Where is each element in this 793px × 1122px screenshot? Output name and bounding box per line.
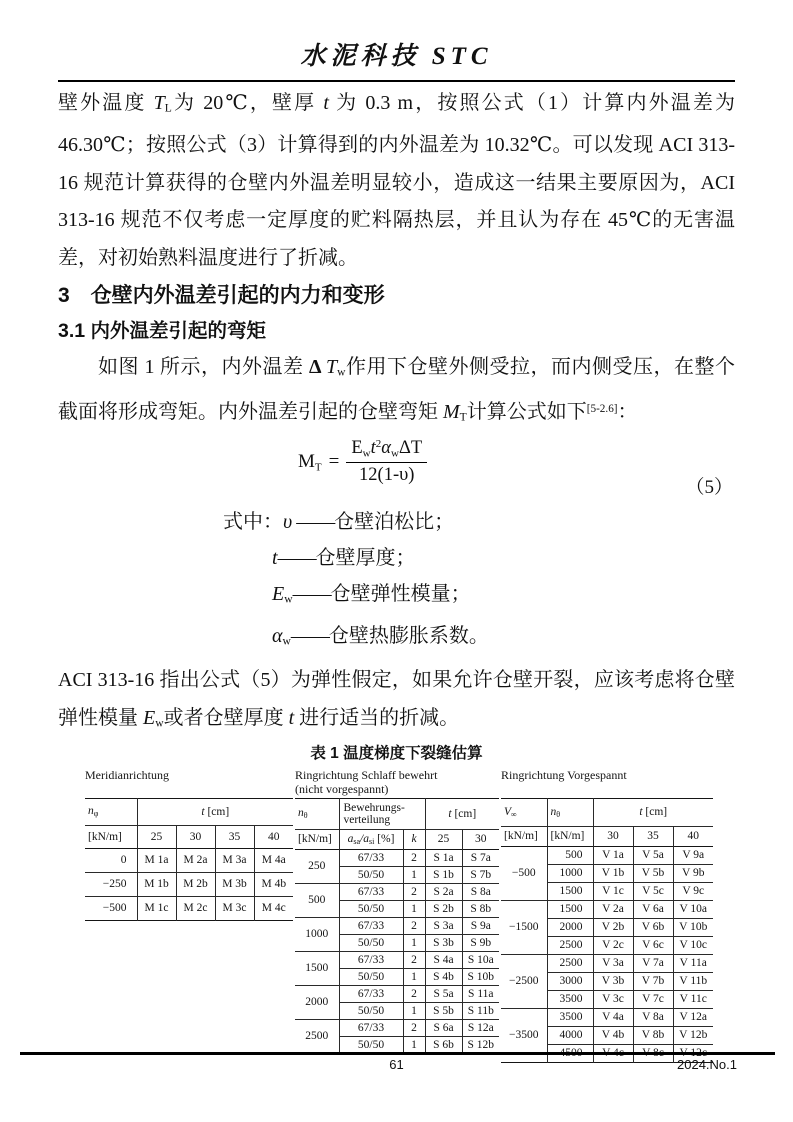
table-cell: S 8b (462, 900, 499, 917)
table-cell: M 1c (137, 896, 176, 920)
col-header-t30: 30 (176, 825, 215, 848)
equals-sign: = (328, 450, 340, 472)
table-cell: 1500 (547, 882, 593, 900)
table-cell: V 1a (593, 846, 633, 864)
table-row (501, 846, 713, 864)
table-cell: S 10b (462, 968, 499, 985)
table-cell: V 8c (633, 1044, 673, 1062)
col-header-n-phi: $n_\varphi$ (88, 805, 99, 819)
where-line-thickness: t——仓壁厚度； (272, 547, 416, 570)
table-cell: 50/50 (339, 900, 403, 917)
col-header-t-cm: t [cm] (425, 798, 499, 829)
row-group-label: 1000 (295, 917, 339, 951)
table-cell: V 7b (633, 972, 673, 990)
row-group-label: −250 (85, 872, 137, 896)
table-row (295, 917, 499, 934)
table-cell: V 12b (673, 1026, 713, 1044)
table-cell: 1 (403, 968, 425, 985)
table-cell: V 2a (593, 900, 633, 918)
col-header-t35: 35 (633, 826, 673, 846)
where-line-expansion: $\alpha_w——$仓壁热膨胀系数。 (272, 624, 489, 648)
col-header-v-infinity: $V_\infty$ (504, 805, 517, 819)
col-header-t40: 40 (254, 825, 293, 848)
table-cell: 2000 (547, 918, 593, 936)
table-cell: 50/50 (339, 1036, 403, 1053)
col-header-unit: [kN/m] (295, 829, 339, 849)
col-header-n-theta: $n_\theta$ (298, 807, 308, 821)
table-cell: V 7c (633, 990, 673, 1008)
table-cell: S 3b (425, 934, 462, 951)
page-number: 61 (389, 1057, 404, 1072)
schlaff-table (295, 798, 499, 1054)
table-cell: V 8b (633, 1026, 673, 1044)
col-header-ratio: $a_{sa}/a_{si}$ [%] (339, 829, 403, 849)
vorgespannt-table (501, 798, 713, 1063)
where-prefix: 式中： (223, 511, 283, 534)
table-cell: V 3c (593, 990, 633, 1008)
table-cell: V 5a (633, 846, 673, 864)
table-cell: S 6a (425, 1019, 462, 1036)
table-cell: M 3b (215, 872, 254, 896)
table-cell: 1000 (547, 864, 593, 882)
table-row (295, 883, 499, 900)
table-row (501, 1008, 713, 1026)
table-cell: S 11a (462, 985, 499, 1002)
table-cell: V 1c (593, 882, 633, 900)
table-cell: 2 (403, 951, 425, 968)
col-header-unit: [kN/m] (501, 826, 547, 846)
table-cell: 2500 (547, 954, 593, 972)
where-desc: 仓壁热膨胀系数。 (328, 624, 489, 647)
col-header-t25: 25 (425, 829, 462, 849)
col-header-t40: 40 (673, 826, 713, 846)
where-line-poisson: 式中：υ ——仓壁泊松比； (223, 511, 455, 534)
header-row (501, 798, 713, 826)
table-cell: 500 (547, 846, 593, 864)
row-group-label: 1500 (295, 951, 339, 985)
col-header-t-cm: t [cm] (593, 798, 713, 826)
equation-5 (58, 436, 735, 504)
table-cell: 67/33 (339, 951, 403, 968)
header-row (85, 798, 293, 825)
table-cell: S 4b (425, 968, 462, 985)
row-group-label: −500 (85, 896, 137, 920)
table-cell: M 4a (254, 848, 293, 872)
table-row (85, 896, 293, 920)
table-cell: 67/33 (339, 985, 403, 1002)
table-meridian-title: Meridianrichtung (85, 767, 169, 782)
table-cell: S 1b (425, 866, 462, 883)
table-cell: V 2b (593, 918, 633, 936)
table-cell: 2500 (547, 936, 593, 954)
fraction-numerator: $E_wt^2\alpha_w\Delta T$ (346, 438, 427, 462)
col-header-n-theta: $n_\theta$ (547, 798, 593, 826)
table-cell: V 11b (673, 972, 713, 990)
table-cell: V 10c (673, 936, 713, 954)
table-cell: S 10a (462, 951, 499, 968)
symbol-Ew: $E_w$ (272, 583, 293, 606)
equation-5-body (298, 438, 427, 485)
table-row (295, 985, 499, 1002)
where-desc: 仓壁泊松比； (334, 511, 455, 534)
row-group-label: 2000 (295, 985, 339, 1019)
table-row (295, 951, 499, 968)
row-group-label: −2500 (501, 954, 547, 1008)
where-definitions (58, 504, 735, 659)
row-group-label: −500 (501, 846, 547, 900)
table-cell: M 2a (176, 848, 215, 872)
symbol-t: t (272, 547, 278, 570)
table-cell: V 12c (673, 1044, 713, 1062)
where-desc: 仓壁厚度； (315, 547, 416, 570)
table-cell: S 11b (462, 1002, 499, 1019)
col-header-t25: 25 (137, 825, 176, 848)
table-cell: S 12a (462, 1019, 499, 1036)
table-cell: M 2c (176, 896, 215, 920)
table-cell: S 7b (462, 866, 499, 883)
table-cell: V 4a (593, 1008, 633, 1026)
table-cell: V 3b (593, 972, 633, 990)
table-cell: S 5a (425, 985, 462, 1002)
table-cell: S 2a (425, 883, 462, 900)
table-cell: 1500 (547, 900, 593, 918)
table-cell: S 6b (425, 1036, 462, 1053)
table-cell: 2 (403, 1019, 425, 1036)
table-cell: M 4c (254, 896, 293, 920)
table-cell: V 4b (593, 1026, 633, 1044)
table-cell: 3500 (547, 1008, 593, 1026)
table-cell: V 10a (673, 900, 713, 918)
table-cell: S 3a (425, 917, 462, 934)
table-cell: V 5c (633, 882, 673, 900)
table-cell: S 12b (462, 1036, 499, 1053)
table-cell: 50/50 (339, 1002, 403, 1019)
table-ringrichtung-vorgespannt (501, 768, 713, 1063)
table-cell: S 9a (462, 917, 499, 934)
col-header-t-cm: t [cm] (137, 798, 293, 825)
table-cell: 1 (403, 1036, 425, 1053)
col-header-t35: 35 (215, 825, 254, 848)
table-row (295, 849, 499, 866)
section-heading-3-1: 3.1 内外温差引起的弯矩 (58, 320, 267, 343)
table-cell: M 3a (215, 848, 254, 872)
table-cell: S 4a (425, 951, 462, 968)
footer-rule (20, 1052, 775, 1055)
table-cell: M 1b (137, 872, 176, 896)
row-group-label: −3500 (501, 1008, 547, 1062)
table-cell: 67/33 (339, 883, 403, 900)
paragraph-temperature-comparison: 壁外温度 $T_L$为 20℃，壁厚 t 为 0.3 m，按照公式（1）计算内外温差为 46.30℃；按照公式（3）计算得到的内外温差为 10.32℃。可以发现 ACI 313-16 规范计算获得的仓壁内外温差明显较小，造成这一结果主要原因为，ACI 313-16 规范不仅考虑一定厚度的贮料隔热层，并且认为存在 45℃的无害温差，对初始熟料温度进行了折减。 (58, 92, 736, 269)
row-group-label: 2500 (295, 1019, 339, 1053)
table-cell: 1 (403, 866, 425, 883)
table-cell: V 6a (633, 900, 673, 918)
col-header-k: k (403, 829, 425, 849)
paragraph-moment-intro: 如图 1 所示，内外温差 Δ $T_w$作用下仓壁外侧受拉，而内侧受压，在整个截面将形成弯矩。内外温差引起的仓壁弯矩 $M_T$计算公式如下[5-2.6]： (58, 356, 736, 424)
table-cell: 1 (403, 1002, 425, 1019)
table-cell: M 3c (215, 896, 254, 920)
equation-lhs: $M_T$ (298, 450, 322, 474)
table-cell: S 2b (425, 900, 462, 917)
table-cell: 50/50 (339, 866, 403, 883)
table-vorgespannt-title: Ringrichtung Vorgespannt (501, 767, 627, 782)
table-cell: V 2c (593, 936, 633, 954)
table-cell: V 3a (593, 954, 633, 972)
table-cell: V 6c (633, 936, 673, 954)
table-cell: V 10b (673, 918, 713, 936)
meridian-table (85, 798, 293, 921)
header-row (501, 826, 713, 846)
paragraph-aci-note: ACI 313-16 指出公式（5）为弹性假定，如果允许仓壁开裂，应该考虑将仓壁弹性模量 $E_w$或者仓壁厚度 t 进行适当的折减。 (58, 669, 735, 730)
table-cell: 3500 (547, 990, 593, 1008)
equation-number: （5） (685, 477, 733, 499)
table-cell: V 6b (633, 918, 673, 936)
journal-title: 水泥科技 STC (300, 43, 493, 70)
section-heading-3: 3 仓壁内外温差引起的内力和变形 (58, 284, 385, 308)
table-1-caption: 表 1 温度梯度下裂缝估算 (310, 744, 483, 762)
table-cell: S 1a (425, 849, 462, 866)
fraction-denominator: 12(1-υ) (359, 464, 415, 485)
col-header-t30: 30 (462, 829, 499, 849)
row-group-label: 250 (295, 849, 339, 883)
table-cell: 1 (403, 934, 425, 951)
table-row (85, 848, 293, 872)
table-cell: 2 (403, 917, 425, 934)
table-1-figure (58, 768, 735, 1086)
table-cell: 50/50 (339, 968, 403, 985)
table-ringrichtung-schlaff (295, 768, 499, 1054)
table-cell: V 11c (673, 990, 713, 1008)
table-schlaff-title: Ringrichtung Schlaff bewehrt (nicht vorgespannt) (295, 767, 438, 796)
header-row (85, 825, 293, 848)
table-cell: V 11a (673, 954, 713, 972)
table-cell: M 2b (176, 872, 215, 896)
table-cell: V 5b (633, 864, 673, 882)
table-cell: 1 (403, 900, 425, 917)
table-cell: 2 (403, 849, 425, 866)
table-cell: 4000 (547, 1026, 593, 1044)
table-row (501, 900, 713, 918)
row-group-label: 0 (85, 848, 137, 872)
symbol-alpha-w: $\alpha_w$ (272, 624, 291, 648)
table-cell: V 9a (673, 846, 713, 864)
where-line-modulus: $E_w——$仓壁弹性模量； (272, 583, 471, 606)
table-cell: V 9b (673, 864, 713, 882)
fraction (346, 438, 427, 485)
issue-label: 2024.No.1 (677, 1057, 737, 1072)
col-header-bewehrung: Bewehrungs- verteilung (339, 798, 425, 829)
header-row (295, 829, 499, 849)
table-cell: 4500 (547, 1044, 593, 1062)
table-row (501, 954, 713, 972)
table-cell: S 7a (462, 849, 499, 866)
table-cell: S 9b (462, 934, 499, 951)
where-desc: 仓壁弹性模量； (330, 583, 471, 606)
table-cell: V 8a (633, 1008, 673, 1026)
table-cell: 3000 (547, 972, 593, 990)
row-group-label: 500 (295, 883, 339, 917)
table-cell: 67/33 (339, 849, 403, 866)
table-row (295, 1019, 499, 1036)
table-row (85, 872, 293, 896)
header-rule (58, 80, 735, 82)
table-cell: 2 (403, 985, 425, 1002)
col-header-unit: [kN/m] (547, 826, 593, 846)
table-cell: V 1b (593, 864, 633, 882)
symbol-upsilon: υ (283, 511, 293, 534)
table-cell: V 9c (673, 882, 713, 900)
table-cell: V 12a (673, 1008, 713, 1026)
table-cell: M 4b (254, 872, 293, 896)
col-header-unit: [kN/m] (85, 825, 137, 848)
table-cell: 50/50 (339, 934, 403, 951)
header-row (295, 798, 499, 829)
table-cell: 2 (403, 883, 425, 900)
row-group-label: −1500 (501, 900, 547, 954)
table-cell: 67/33 (339, 1019, 403, 1036)
table-cell: V 7a (633, 954, 673, 972)
table-cell: 67/33 (339, 917, 403, 934)
table-cell: V 4c (593, 1044, 633, 1062)
table-cell: M 1a (137, 848, 176, 872)
col-header-t30: 30 (593, 826, 633, 846)
table-meridianrichtung (85, 768, 293, 921)
table-cell: S 5b (425, 1002, 462, 1019)
table-cell: S 8a (462, 883, 499, 900)
